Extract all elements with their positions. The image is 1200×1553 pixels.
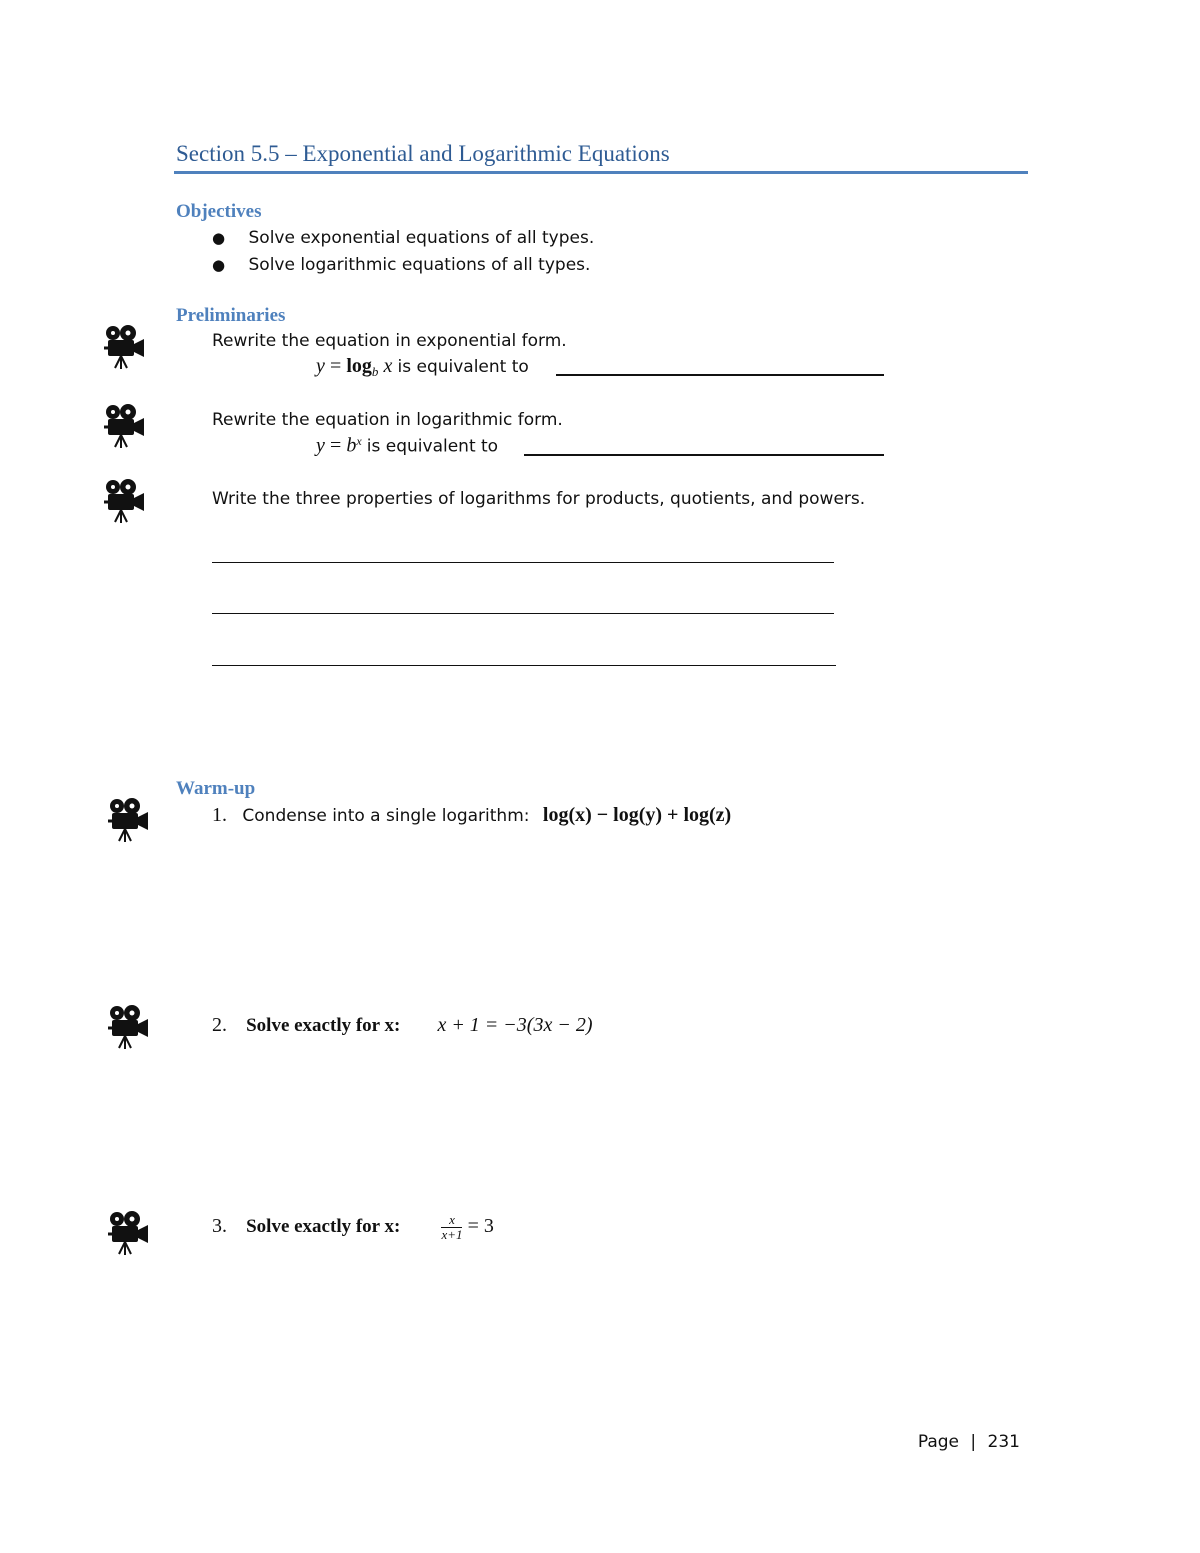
- page-title: Section 5.5 – Exponential and Logarithmic Equations: [176, 141, 670, 166]
- answer-line[interactable]: [212, 562, 834, 563]
- answer-line[interactable]: [556, 374, 884, 376]
- page-number: Page | 231: [917, 1432, 1020, 1452]
- preliminaries-heading: Preliminaries: [176, 305, 286, 326]
- answer-line[interactable]: [212, 613, 834, 614]
- warmup-problem-2: 2. Solve exactly for x: x + 1 = −3(3x − 2): [212, 1014, 593, 1036]
- prelim-q3-prompt: Write the three properties of logarithms for products, quotients, and powers.: [212, 489, 866, 509]
- video-camera-icon[interactable]: [102, 324, 146, 370]
- warmup-heading: Warm-up: [176, 778, 256, 799]
- video-camera-icon[interactable]: [102, 403, 146, 449]
- video-camera-icon[interactable]: [102, 478, 146, 524]
- answer-line[interactable]: [524, 454, 884, 456]
- prelim-q2-prompt: Rewrite the equation in logarithmic form.: [212, 410, 563, 430]
- prelim-q1-prompt: Rewrite the equation in exponential form.: [212, 331, 567, 351]
- fraction: $\frac{x}{x+1}$: [441, 1212, 463, 1242]
- prelim-q2-equation: $y = b^x$ is equivalent to: [316, 434, 499, 457]
- objective-item: ● Solve logarithmic equations of all types.: [212, 255, 591, 275]
- warmup-problem-3: 3. Solve exactly for x: $\frac{x}{x+1}$ = 3: [212, 1212, 494, 1242]
- warmup-problem-1: 1. Condense into a single logarithm: log(x) − log(y) + log(z): [212, 804, 732, 826]
- objective-item: ● Solve exponential equations of all types.: [212, 228, 595, 248]
- prelim-q1-equation: $y = \log_b x$ is equivalent to: [316, 355, 529, 380]
- objectives-heading: Objectives: [176, 201, 262, 222]
- video-camera-icon[interactable]: [106, 1210, 150, 1256]
- video-camera-icon[interactable]: [106, 1004, 150, 1050]
- bullet-icon: ●: [212, 229, 226, 247]
- title-underline: [174, 171, 1028, 174]
- video-camera-icon[interactable]: [106, 797, 150, 843]
- bullet-icon: ●: [212, 256, 226, 274]
- answer-line[interactable]: [212, 665, 836, 666]
